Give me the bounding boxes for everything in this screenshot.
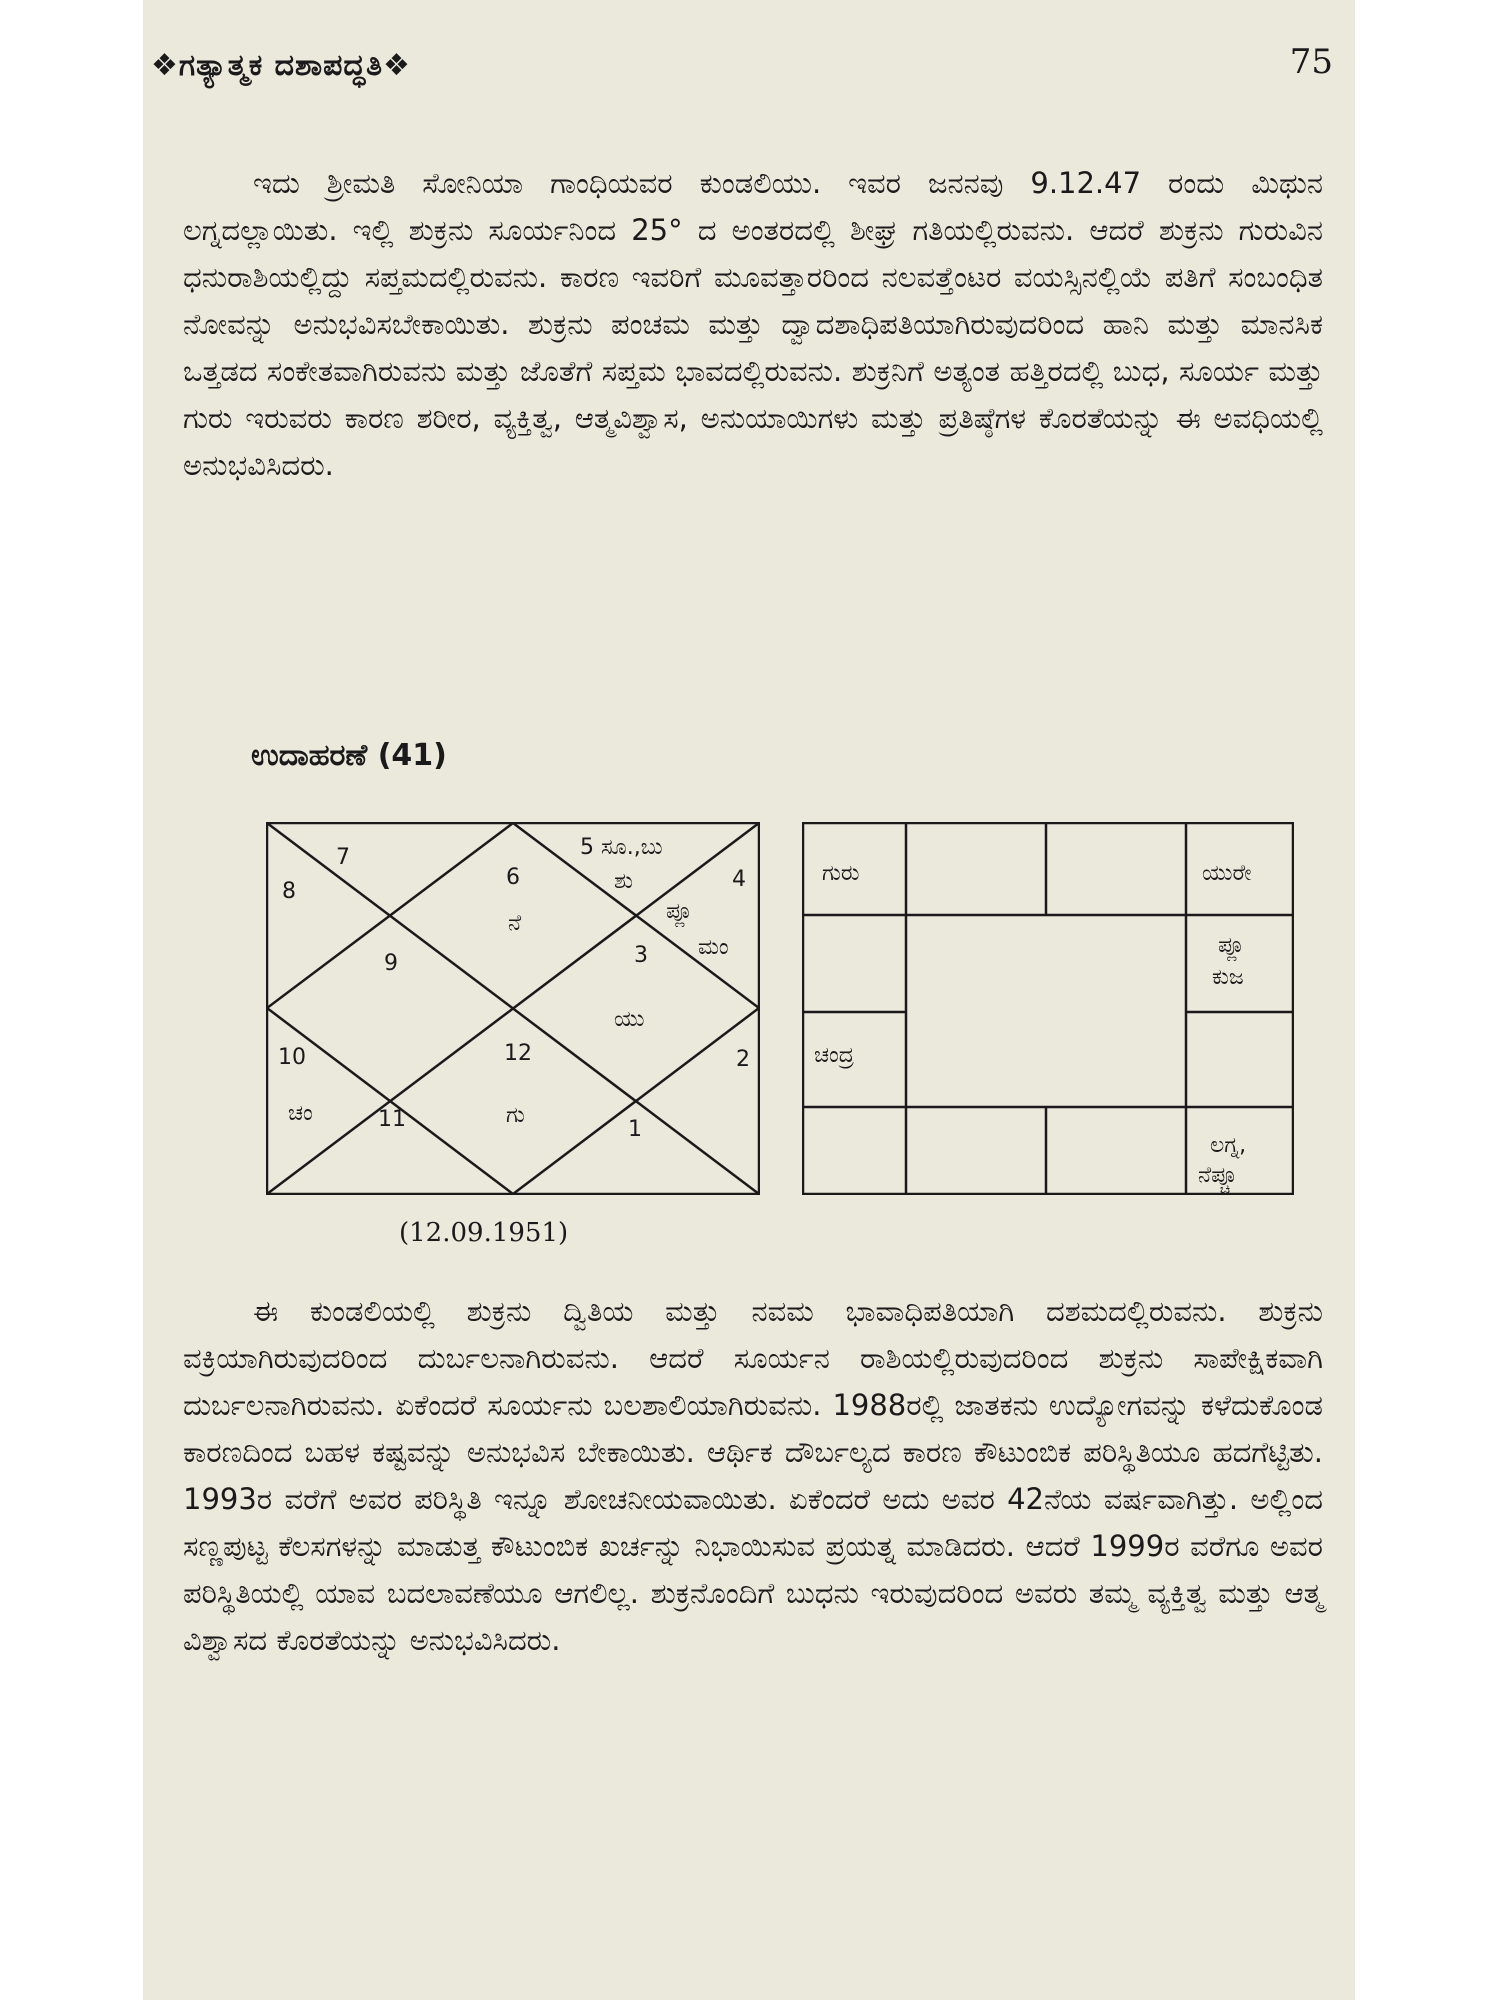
- example-heading: ಉದಾಹರಣೆ (41): [251, 738, 447, 773]
- paragraph-1: [183, 160, 1323, 489]
- cell-kuja: ಕುಜ: [1212, 965, 1244, 990]
- house-9: 9: [384, 951, 398, 976]
- north-indian-chart: [266, 822, 760, 1195]
- paragraph-1-text: ಇದು ಶ್ರೀಮತಿ ಸೋನಿಯಾ ಗಾಂಧಿಯವರ ಕುಂಡಲಿಯು. ಇವರ ಜನನವು 9.12.47 ರಂದು ಮಿಥುನ ಲಗ್ನದಲ್ಲಾಯಿತು. ಇಲ್ಲಿ ಶುಕ್ರನು ಸೂರ್ಯನಿಂದ 25° ದ ಅಂತರದಲ್ಲಿ ಶೀಘ್ರ ಗತಿಯಲ್ಲಿರುವನು. ಆದರೆ ಶುಕ್ರನು ಗುರುವಿನ ಧನುರಾಶಿಯಲ್ಲಿದ್ದು ಸಪ್ತಮದಲ್ಲಿರುವನು. ಕಾರಣ ಇವರಿಗೆ ಮೂವತ್ತಾರರಿಂದ ನಲವತ್ತೆಂಟರ ವಯಸ್ಸಿನಲ್ಲಿಯೆ ಪತಿಗೆ ಸಂಬಂಧಿತ ನೋವನ್ನು ಅನುಭವಿಸಬೇಕಾಯಿತು. ಶುಕ್ರನು ಪಂಚಮ ಮತ್ತು ದ್ವಾದಶಾಧಿಪತಿಯಾಗಿರುವುದರಿಂದ ಹಾನಿ ಮತ್ತು ಮಾನಸಿಕ ಒತ್ತಡದ ಸಂಕೇತವಾಗಿರುವನು ಮತ್ತು ಜೊತೆಗೆ ಸಪ್ತಮ ಭಾವದಲ್ಲಿರುವನು. ಶುಕ್ರನಿಗೆ ಅತ್ಯಂತ ಹತ್ತಿರದಲ್ಲಿ ಬುಧ, ಸೂರ್ಯ ಮತ್ತು ಗುರು ಇರುವರು ಕಾರಣ ಶರೀರ, ವ್ಯಕ್ತಿತ್ವ, ಆತ್ಮವಿಶ್ವಾಸ, ಅನುಯಾಯಿಗಳು ಮತ್ತು ಪ್ರತಿಷ್ಠೆಗಳ ಕೊರತೆಯನ್ನು ಈ ಅವಧಿಯಲ್ಲಿ ಅನುಭವಿಸಿದರು.: [183, 166, 1323, 482]
- cell-nepchu: ನೆಪ್ಚೂ: [1198, 1163, 1237, 1188]
- house-12: 12: [504, 1041, 532, 1066]
- planet-gu: ಗು: [506, 1103, 525, 1128]
- cell-lagna: ಲಗ್ನ,: [1210, 1133, 1247, 1158]
- running-header-title: ❖ಗತ್ಯಾತ್ಮಕ ದಶಾಪದ್ಧತಿ❖: [151, 48, 411, 83]
- page-number: 75: [1289, 42, 1333, 82]
- cell-chandra: ಚಂದ್ರ: [814, 1043, 854, 1068]
- cell-yure: ಯುರೇ: [1202, 861, 1252, 886]
- house-4: 4: [732, 867, 746, 892]
- paragraph-2: [183, 1288, 1323, 1664]
- cell-guru: ಗುರು: [822, 861, 860, 886]
- chart-caption: (12.09.1951): [399, 1218, 569, 1248]
- house-1: 1: [628, 1117, 642, 1142]
- house-7: 7: [336, 845, 350, 870]
- cell-plu: ಪ್ಲೂ: [1218, 933, 1245, 958]
- planet-cham: ಚಂ: [288, 1101, 313, 1126]
- planet-yu: ಯು: [614, 1007, 645, 1032]
- south-indian-chart: [802, 822, 1294, 1195]
- house-11: 11: [378, 1107, 406, 1132]
- paragraph-2-text: ಈ ಕುಂಡಲಿಯಲ್ಲಿ ಶುಕ್ರನು ದ್ವಿತಿಯ ಮತ್ತು ನವಮ ಭಾವಾಧಿಪತಿಯಾಗಿ ದಶಮದಲ್ಲಿರುವನು. ಶುಕ್ರನು ವಕ್ರಿಯಾಗಿರುವುದರಿಂದ ದುರ್ಬಲನಾಗಿರುವನು. ಆದರೆ ಸೂರ್ಯನ ರಾಶಿಯಲ್ಲಿರುವುದರಿಂದ ಶುಕ್ರನು ಸಾಪೇಕ್ಷಿಕವಾಗಿ ದುರ್ಬಲನಾಗಿರುವನು. ಏಕೆಂದರೆ ಸೂರ್ಯನು ಬಲಶಾಲಿಯಾಗಿರುವನು. 1988ರಲ್ಲಿ ಜಾತಕನು ಉದ್ಯೋಗವನ್ನು ಕಳೆದುಕೊಂಡ ಕಾರಣದಿಂದ ಬಹಳ ಕಷ್ಟವನ್ನು ಅನುಭವಿಸ ಬೇಕಾಯಿತು. ಆರ್ಥಿಕ ದೌರ್ಬಲ್ಯದ ಕಾರಣ ಕೌಟುಂಬಿಕ ಪರಿಸ್ಥಿತಿಯೂ ಹದಗೆಟ್ಟಿತು. 1993ರ ವರೆಗೆ ಅವರ ಪರಿಸ್ಥಿತಿ ಇನ್ನೂ ಶೋಚನೀಯವಾಯಿತು. ಏಕೆಂದರೆ ಅದು ಅವರ 42ನೆಯ ವರ್ಷವಾಗಿತ್ತು. ಅಲ್ಲಿಂದ ಸಣ್ಣಪುಟ್ಟ ಕೆಲಸಗಳನ್ನು ಮಾಡುತ್ತ ಕೌಟುಂಬಿಕ ಖರ್ಚನ್ನು ನಿಭಾಯಿಸುವ ಪ್ರಯತ್ನ ಮಾಡಿದರು. ಆದರೆ 1999ರ ವರೆಗೂ ಅವರ ಪರಿಸ್ಥಿತಿಯಲ್ಲಿ ಯಾವ ಬದಲಾವಣೆಯೂ ಆಗಲಿಲ್ಲ. ಶುಕ್ರನೊಂದಿಗೆ ಬುಧನು ಇರುವುದರಿಂದ ಅವರು ತಮ್ಮ ವ್ಯಕ್ತಿತ್ವ ಮತ್ತು ಆತ್ಮ ವಿಶ್ವಾಸದ ಕೊರತೆಯನ್ನು ಅನುಭವಿಸಿದರು.: [183, 1294, 1323, 1657]
- book-page: [143, 0, 1355, 2000]
- planet-plu: ಪ್ಲೂ: [666, 899, 693, 924]
- house-6: 6: [506, 865, 520, 890]
- planet-shu: ಶು: [614, 869, 634, 894]
- house-5: 5 ಸೂ.,ಬು: [580, 835, 663, 860]
- house-3: 3: [634, 943, 648, 968]
- planet-ne: ನೆ: [508, 911, 522, 936]
- house-8: 8: [282, 879, 296, 904]
- planet-mam: ಮಂ: [698, 935, 729, 960]
- house-10: 10: [278, 1045, 306, 1070]
- house-2: 2: [736, 1047, 750, 1072]
